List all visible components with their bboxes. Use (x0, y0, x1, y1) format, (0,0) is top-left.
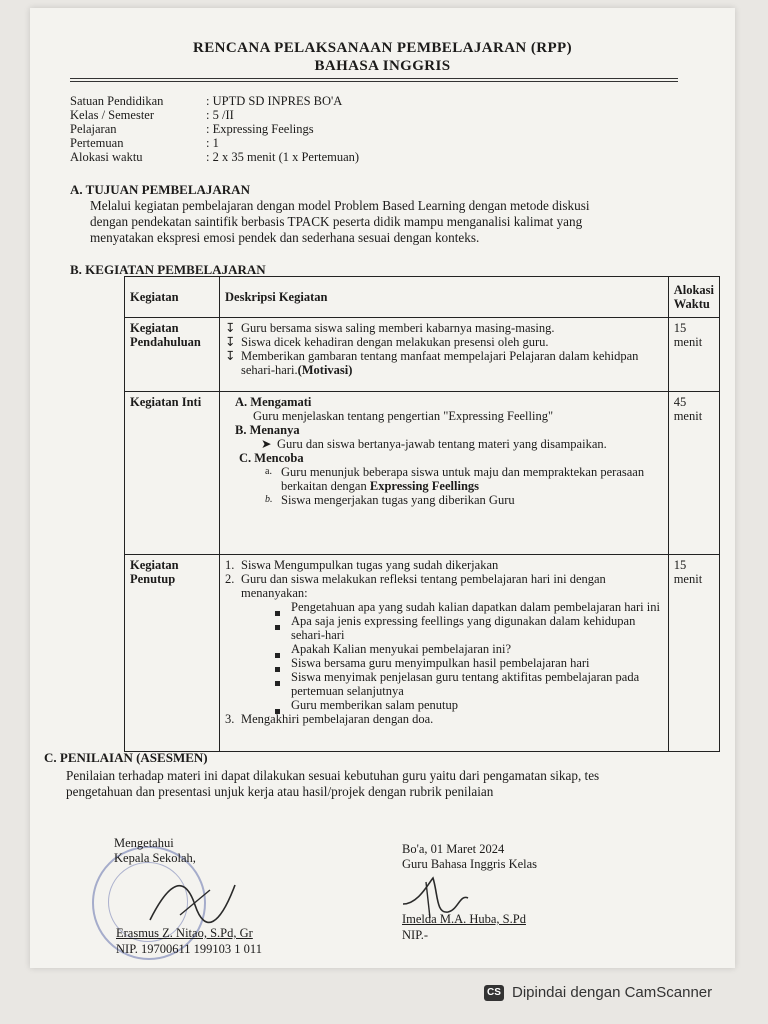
list-item: a. Guru menunjuk beberapa siswa untuk maju dan mempraktekan perasaan berkaitan dengan Expressing Feellings (265, 465, 645, 493)
list-item: ↧ Memberikan gambaran tentang manfaat mempelajari Pelajaran dalam kehidpan sehari-hari.(Motivasi) (225, 349, 639, 377)
section-a-text (90, 198, 730, 246)
arrow-down-icon: ↧ (225, 349, 236, 363)
arrow-down-icon: ↧ (225, 335, 236, 349)
list-item: Siswa bersama guru menyimpulkan hasil pembelajaran hari (275, 656, 663, 670)
desc-inti (220, 392, 669, 555)
col-header-kegiatan: Kegiatan (125, 277, 220, 318)
table-row-inti (125, 392, 720, 555)
meta-row (70, 122, 359, 136)
meta-row (70, 108, 359, 122)
section-c-text (66, 768, 716, 800)
arrow-down-icon: ↧ (225, 321, 236, 335)
sig-right-role: Guru Bahasa Inggris Kelas (402, 857, 538, 871)
section-c-line: Penilaian terhadap materi ini dapat dilakukan sesuai kebutuhan guru yaitu dari pengamatan sikap, tes (66, 768, 600, 783)
sig-left-name: Erasmus Z. Nitao, S.Pd, Gr (116, 926, 253, 940)
motivasi-label: (Motivasi) (297, 363, 353, 377)
list-item: 1. Siswa Mengumpulkan tugas yang sudah dikerjakan (225, 558, 499, 572)
time-pendahuluan: 15 menit (668, 318, 719, 392)
meta-key: Pelajaran (70, 122, 117, 136)
section-b-heading: B. KEGIATAN PEMBELAJARAN (70, 262, 266, 277)
list-item: Pengetahuan apa yang sudah kalian dapatkan dalam pembelajaran hari ini (275, 600, 663, 614)
list-item: Siswa menyimak penjelasan guru tentang aktifitas pembelajaran pada pertemuan selanjutnya (275, 670, 663, 698)
list-item: Guru memberikan salam penutup (275, 698, 663, 712)
doc-title-line1: RENCANA PELAKSANAAN PEMBELAJARAN (RPP) (193, 40, 572, 56)
sig-right-date: Bo'a, 01 Maret 2024 (402, 842, 505, 856)
meta-value: : 5 /II (206, 108, 234, 122)
bullet-icon (275, 681, 280, 686)
list-item: Apakah Kalian menyukai pembelajaran ini? (275, 642, 663, 656)
list-item: ↧ Guru bersama siswa saling memberi kabarnya masing-masing. (225, 321, 555, 335)
inti-a-title: A. Mengamati (235, 395, 312, 409)
list-item: 2. Guru dan siswa melakukan refleksi tentang pembelajaran hari ini dengan menanyakan: (225, 572, 606, 600)
list-item: ↧ Siswa dicek kehadiran dengan melakukan presensi oleh guru. (225, 335, 549, 349)
section-c-heading: C. PENILAIAN (ASESMEN) (44, 750, 208, 765)
title-divider-2 (70, 81, 678, 82)
camscanner-footer (484, 984, 712, 1001)
meta-key: Kelas / Semester (70, 108, 155, 122)
meta-row (70, 136, 359, 150)
section-a-line: dengan pendekatan saintifik berbasis TPACK peserta didik mampu menganalisi kalimat yang (90, 214, 583, 229)
desc-pendahuluan (220, 318, 669, 392)
inti-a-text: Guru menjelaskan tentang pengertian "Expressing Feelling" (253, 409, 554, 423)
col-header-deskripsi: Deskripsi Kegiatan (220, 277, 669, 318)
meta-row (70, 94, 359, 108)
time-inti: 45 menit (668, 392, 719, 555)
label-pendahuluan: Kegiatan Pendahuluan (125, 318, 220, 392)
meta-row (70, 150, 359, 164)
table-row-pendahuluan (125, 318, 720, 392)
sig-right-name: Imelda M.A. Huba, S.Pd (402, 912, 526, 926)
section-a-line: Melalui kegiatan pembelajaran dengan model Problem Based Learning dengan metode diskusi (90, 198, 590, 213)
sig-right-nip: NIP.- (402, 928, 429, 942)
meta-key: Pertemuan (70, 136, 124, 150)
meta-key: Alokasi waktu (70, 150, 143, 164)
activity-table (124, 276, 720, 752)
meta-block (70, 94, 359, 164)
sig-left-line1: Mengetahui (114, 836, 174, 850)
table-row-penutup (125, 555, 720, 752)
meta-value: : UPTD SD INPRES BO'A (206, 94, 343, 108)
list-item: ➤ Guru dan siswa bertanya-jawab tentang materi yang disampaikan. (261, 437, 607, 451)
signature-left (114, 836, 196, 866)
camscanner-text: Dipindai dengan CamScanner (512, 984, 713, 1001)
list-item: 3. Mengakhiri pembelajaran dengan doa. (225, 712, 434, 726)
section-a-line: menyatakan ekspresi emosi pendek dan sederhana sesuai dengan konteks. (90, 230, 480, 245)
meta-key: Satuan Pendidikan (70, 94, 164, 108)
meta-value: : 2 x 35 menit (1 x Pertemuan) (206, 150, 360, 164)
meta-value: : Expressing Feelings (206, 122, 314, 136)
doc-title-line2: BAHASA INGGRIS (314, 58, 451, 74)
section-a-heading: A. TUJUAN PEMBELAJARAN (70, 182, 250, 197)
title-divider-1 (70, 78, 678, 79)
label-penutup: Kegiatan Penutup (125, 555, 220, 752)
label-inti: Kegiatan Inti (125, 392, 220, 555)
col-header-alokasi: Alokasi Waktu (668, 277, 719, 318)
inti-c-title: C. Mencoba (239, 451, 304, 465)
sig-left-line2: Kepala Sekolah, (114, 851, 196, 865)
list-item: b. Siswa mengerjakan tugas yang diberikan Guru (265, 493, 515, 507)
list-item: Apa saja jenis expressing feellings yang digunakan dalam kehidupan sehari-hari (275, 614, 663, 642)
signature-right (402, 842, 537, 872)
section-c-line: pengetahuan dan presentasi unjuk kerja atau hasil/projek dengan rubrik penilaian (66, 784, 494, 799)
camscanner-logo-icon: CS (484, 985, 504, 1001)
desc-penutup (220, 555, 669, 752)
signature-left-mark (140, 870, 250, 930)
document-page (30, 8, 735, 968)
inti-b-title: B. Menanya (235, 423, 300, 437)
time-penutup: 15 menit (668, 555, 719, 752)
meta-value: : 1 (206, 136, 219, 150)
sig-left-nip: NIP. 19700611 199103 1 011 (116, 942, 262, 956)
bullet-icon (275, 625, 280, 630)
arrow-right-icon: ➤ (261, 437, 272, 451)
